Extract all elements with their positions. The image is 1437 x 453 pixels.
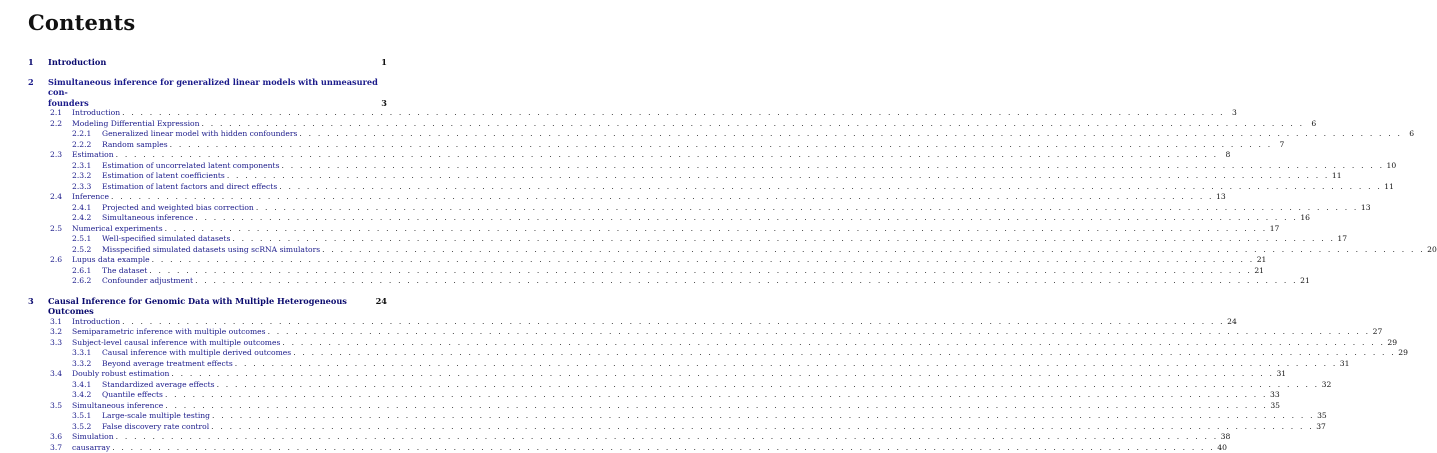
toc-subsection-entry[interactable] <box>28 245 387 256</box>
toc-entry-page: 32 <box>1321 380 1331 391</box>
toc-entry-number: 2.3.3 <box>72 182 102 193</box>
toc-subsection-entry[interactable] <box>28 276 387 287</box>
toc-subsection-entry[interactable] <box>28 161 387 172</box>
toc-chapter-entry[interactable] <box>28 296 387 317</box>
toc-leader-dots: . . . . . . . . . . . . . . . . . . . . . . . . . . . . . . . . . . . . . . . . . . . . . . . . . . . . . . . . . . . . . . . . . . . . . . . . . . . . . . . . . . . . . . . . . . . . . . . . . . . . . . . . . . . . . . . . . . . . . . . . <box>122 108 1225 119</box>
toc-entry-title[interactable]: causarray <box>72 443 110 453</box>
toc-entry-title[interactable]: Introduction <box>72 108 120 119</box>
toc-entry-number: 3.2 <box>50 327 72 338</box>
toc-entry-page: 3 <box>377 98 387 109</box>
toc-chapter-entry[interactable] <box>28 57 387 68</box>
toc-section-entry[interactable] <box>28 338 387 349</box>
toc-section-entry[interactable] <box>28 150 387 161</box>
toc-leader-dots: . . . . . . . . . . . . . . . . . . . . . . . . . . . . . . . . . . . . . . . . . . . . . . . . . . . . . . . . . . . . . . . . . . . . . . . . . . . . . . . . . . . . . . . . . . . . . . . . . . . . . . . . . . . . . . . . . . . . . . . . <box>122 317 1225 328</box>
toc-entry-page: 8 <box>1220 150 1230 161</box>
toc-entry-title[interactable] <box>48 77 387 109</box>
toc-leader-dots: . . . . . . . . . . . . . . . . . . . . . . . . . . . . . . . . . . . . . . . . . . . . . . . . . . . . . . . . . . . . . . . . . . . . . . . . . . . . . . . . . . . . . . . . . . . . . . . . . . . . . . . . . . . . . . . . . . . . . . . . <box>212 411 1315 422</box>
toc-entry-number: 2.5.2 <box>72 245 102 256</box>
toc-subsection-entry[interactable] <box>28 182 387 193</box>
toc-subsection-entry[interactable] <box>28 171 387 182</box>
toc-entry-page: 11 <box>1384 182 1394 193</box>
toc-entry-number: 2.5 <box>50 224 72 235</box>
toc-entry-number: 2.2 <box>50 119 72 130</box>
toc-entry-title-line1: Simultaneous inference for generalized linear models with unmeasured con- <box>48 77 387 98</box>
toc-entry-title[interactable]: Lupus data example <box>72 255 150 266</box>
toc-chapter-entry[interactable] <box>28 77 387 109</box>
toc-entry-title[interactable]: Numerical experiments <box>72 224 163 235</box>
toc-section-entry[interactable] <box>28 443 387 453</box>
toc-entry-number: 2.6.2 <box>72 276 102 287</box>
toc-leader-dots: . . . . . . . . . . . . . . . . . . . . . . . . . . . . . . . . . . . . . . . . . . . . . . . . . . . . . . . . . . . . . . . . . . . . . . . . . . . . . . . . . . . . . . . . . . . . . . . . . . . . . . . . . . . . . . . . . . . . . . . . <box>217 380 1320 391</box>
toc-entry-number: 3.5.1 <box>72 411 102 422</box>
toc-page <box>0 0 417 423</box>
toc-entry-page: 13 <box>1361 203 1371 214</box>
toc-entry-title[interactable]: Large-scale multiple testing <box>102 411 210 422</box>
toc-entry-title[interactable]: Simultaneous inference <box>102 213 193 224</box>
toc-leader-dots: . . . . . . . . . . . . . . . . . . . . . . . . . . . . . . . . . . . . . . . . . . . . . . . . . . . . . . . . . . . . . . . . . . . . . . . . . . . . . . . . . . . . . . . . . . . . . . . . . . . . . . . . . . . . . . . . . . . . . . . . <box>281 161 1384 172</box>
toc-entry-title[interactable]: Simulation <box>72 432 114 443</box>
toc-entry-title[interactable]: Beyond average treatment effects <box>102 359 233 370</box>
toc-leader-dots: . . . . . . . . . . . . . . . . . . . . . . . . . . . . . . . . . . . . . . . . . . . . . . . . . . . . . . . . . . . . . . . . . . . . . . . . . . . . . . . . . . . . . . . . . . . . . . . . . . . . . . . . . . . . . . . . . . . . . . . . <box>195 213 1298 224</box>
toc-entry-number: 2.2.2 <box>72 140 102 151</box>
toc-leader-dots: . . . . . . . . . . . . . . . . . . . . . . . . . . . . . . . . . . . . . . . . . . . . . . . . . . . . . . . . . . . . . . . . . . . . . . . . . . . . . . . . . . . . . . . . . . . . . . . . . . . . . . . . . . . . . . . . . . . . . . . . <box>165 401 1268 412</box>
toc-subsection-entry[interactable] <box>28 422 387 433</box>
toc-entry-page: 3 <box>1227 108 1237 119</box>
toc-entry-number: 3.1 <box>50 317 72 328</box>
toc-leader-dots: . . . . . . . . . . . . . . . . . . . . . . . . . . . . . . . . . . . . . . . . . . . . . . . . . . . . . . . . . . . . . . . . . . . . . . . . . . . . . . . . . . . . . . . . . . . . . . . . . . . . . . . . . . . . . . . . . . . . . . . . <box>112 443 1215 453</box>
toc-entry-title[interactable]: Projected and weighted bias correction <box>102 203 254 214</box>
toc-entry-page: 31 <box>1339 359 1349 370</box>
toc-entry-number: 2.3.2 <box>72 171 102 182</box>
toc-entry-page: 17 <box>1269 224 1279 235</box>
toc-leader-dots: . . . . . . . . . . . . . . . . . . . . . . . . . . . . . . . . . . . . . . . . . . . . . . . . . . . . . . . . . . . . . . . . . . . . . . . . . . . . . . . . . . . . . . . . . . . . . . . . . . . . . . . . . . . . . . . . . . . . . . . . <box>170 140 1273 151</box>
toc-entry-page: 11 <box>1332 171 1342 182</box>
toc-leader-dots: . . . . . . . . . . . . . . . . . . . . . . . . . . . . . . . . . . . . . . . . . . . . . . . . . . . . . . . . . . . . . . . . . . . . . . . . . . . . . . . . . . . . . . . . . . . . . . . . . . . . . . . . . . . . . . . . . . . . . . . . <box>299 129 1402 140</box>
toc-entry-number: 3 <box>28 296 48 307</box>
toc-entry-page: 40 <box>1217 443 1227 453</box>
toc-subsection-entry[interactable] <box>28 411 387 422</box>
toc-entry-page: 27 <box>1372 327 1382 338</box>
toc-entry-page: 7 <box>1274 140 1284 151</box>
toc-entry-title[interactable]: Random samples <box>102 140 168 151</box>
toc-entry-number: 2.4.1 <box>72 203 102 214</box>
toc-entry-title[interactable]: Estimation <box>72 150 114 161</box>
toc-entry-title[interactable]: Well-specified simulated datasets <box>102 234 230 245</box>
toc-entry-number: 2.4.2 <box>72 213 102 224</box>
toc-entry-page: 24 <box>1227 317 1237 328</box>
toc-entry-page: 6 <box>1404 129 1414 140</box>
toc-leader-dots: . . . . . . . . . . . . . . . . . . . . . . . . . . . . . . . . . . . . . . . . . . . . . . . . . . . . . . . . . . . . . . . . . . . . . . . . . . . . . . . . . . . . . . . . . . . . . . . . . . . . . . . . . . . . . . . . . . . . . . . . <box>268 327 1371 338</box>
toc-entry-title[interactable]: Quantile effects <box>102 390 163 401</box>
toc-subsection-entry[interactable] <box>28 359 387 370</box>
toc-entry-number: 3.5.2 <box>72 422 102 433</box>
toc-entry-title[interactable]: Subject-level causal inference with multiple outcomes <box>72 338 280 349</box>
toc-entry-number: 2.5.1 <box>72 234 102 245</box>
toc-entry-page: 35 <box>1317 411 1327 422</box>
toc-leader-dots: . . . . . . . . . . . . . . . . . . . . . . . . . . . . . . . . . . . . . . . . . . . . . . . . . . . . . . . . . . . . . . . . . . . . . . . . . . . . . . . . . . . . . . . . . . . . . . . . . . . . . . . . . . . . . . . . . . . . . . . . <box>322 245 1425 256</box>
toc-entry-title[interactable]: Semiparametric inference with multiple outcomes <box>72 327 266 338</box>
toc-leader-dots: . . . . . . . . . . . . . . . . . . . . . . . . . . . . . . . . . . . . . . . . . . . . . . . . . . . . . . . . . . . . . . . . . . . . . . . . . . . . . . . . . . . . . . . . . . . . . . . . . . . . . . . . . . . . . . . . . . . . . . . . <box>293 348 1396 359</box>
toc-entry-title[interactable]: Generalized linear model with hidden confounders <box>102 129 297 140</box>
toc-entry-page: 10 <box>1386 161 1396 172</box>
toc-section-entry[interactable] <box>28 108 387 119</box>
toc-leader-dots: . . . . . . . . . . . . . . . . . . . . . . . . . . . . . . . . . . . . . . . . . . . . . . . . . . . . . . . . . . . . . . . . . . . . . . . . . . . . . . . . . . . . . . . . . . . . . . . . . . . . . . . . . . . . . . . . . . . . . . . . <box>195 276 1298 287</box>
toc-entry-title[interactable]: Simultaneous inference <box>72 401 163 412</box>
toc-entry-page: 29 <box>1387 338 1397 349</box>
toc-entry-title[interactable]: Estimation of latent coefficients <box>102 171 225 182</box>
toc-section-entry[interactable] <box>28 317 387 328</box>
toc-entry-title[interactable]: Confounder adjustment <box>102 276 193 287</box>
toc-entry-number: 2.1 <box>50 108 72 119</box>
toc-list <box>28 57 387 453</box>
toc-entry-title[interactable]: Causal inference with multiple derived outcomes <box>102 348 291 359</box>
toc-leader-dots: . . . . . . . . . . . . . . . . . . . . . . . . . . . . . . . . . . . . . . . . . . . . . . . . . . . . . . . . . . . . . . . . . . . . . . . . . . . . . . . . . . . . . . . . . . . . . . . . . . . . . . . . . . . . . . . . . . . . . . . . <box>227 171 1330 182</box>
toc-entry-number: 3.3 <box>50 338 72 349</box>
toc-entry-page: 21 <box>1254 266 1264 277</box>
toc-entry-number: 3.6 <box>50 432 72 443</box>
toc-section-entry[interactable] <box>28 224 387 235</box>
toc-leader-dots: . . . . . . . . . . . . . . . . . . . . . . . . . . . . . . . . . . . . . . . . . . . . . . . . . . . . . . . . . . . . . . . . . . . . . . . . . . . . . . . . . . . . . . . . . . . . . . . . . . . . . . . . . . . . . . . . . . . . . . . . <box>152 255 1255 266</box>
toc-section-entry[interactable] <box>28 255 387 266</box>
toc-leader-dots: . . . . . . . . . . . . . . . . . . . . . . . . . . . . . . . . . . . . . . . . . . . . . . . . . . . . . . . . . . . . . . . . . . . . . . . . . . . . . . . . . . . . . . . . . . . . . . . . . . . . . . . . . . . . . . . . . . . . . . . . <box>165 390 1268 401</box>
toc-entry-number: 3.7 <box>50 443 72 453</box>
toc-entry-number: 3.3.1 <box>72 348 102 359</box>
toc-entry-number: 1 <box>28 57 48 68</box>
toc-entry-title[interactable]: Estimation of latent factors and direct effects <box>102 182 277 193</box>
toc-entry-title-line2: founders <box>48 98 89 109</box>
toc-leader-dots: . . . . . . . . . . . . . . . . . . . . . . . . . . . . . . . . . . . . . . . . . . . . . . . . . . . . . . . . . . . . . . . . . . . . . . . . . . . . . . . . . . . . . . . . . . . . . . . . . . . . . . . . . . . . . . . . . . . . . . . . <box>282 338 1385 349</box>
toc-entry-number: 2.6.1 <box>72 266 102 277</box>
toc-leader-dots: . . . . . . . . . . . . . . . . . . . . . . . . . . . . . . . . . . . . . . . . . . . . . . . . . . . . . . . . . . . . . . . . . . . . . . . . . . . . . . . . . . . . . . . . . . . . . . . . . . . . . . . . . . . . . . . . . . . . . . . . <box>279 182 1382 193</box>
toc-leader-dots: . . . . . . . . . . . . . . . . . . . . . . . . . . . . . . . . . . . . . . . . . . . . . . . . . . . . . . . . . . . . . . . . . . . . . . . . . . . . . . . . . . . . . . . . . . . . . . . . . . . . . . . . . . . . . . . . . . . . . . . . <box>235 359 1338 370</box>
toc-entry-title[interactable]: The dataset <box>102 266 147 277</box>
toc-entry-title[interactable]: Estimation of uncorrelated latent components <box>102 161 279 172</box>
toc-section-entry[interactable] <box>28 369 387 380</box>
toc-subsection-entry[interactable] <box>28 140 387 151</box>
toc-entry-page: 1 <box>377 57 387 68</box>
toc-entry-page: 38 <box>1220 432 1230 443</box>
toc-entry-page: 21 <box>1256 255 1266 266</box>
toc-entry-page: 21 <box>1300 276 1310 287</box>
toc-entry-page: 31 <box>1276 369 1286 380</box>
toc-section-entry[interactable] <box>28 327 387 338</box>
toc-subsection-entry[interactable] <box>28 129 387 140</box>
toc-leader-dots: . . . . . . . . . . . . . . . . . . . . . . . . . . . . . . . . . . . . . . . . . . . . . . . . . . . . . . . . . . . . . . . . . . . . . . . . . . . . . . . . . . . . . . . . . . . . . . . . . . . . . . . . . . . . . . . . . . . . . . . . <box>116 150 1219 161</box>
toc-entry-title-line2-row <box>48 98 387 109</box>
toc-entry-number: 2.3 <box>50 150 72 161</box>
toc-entry-number: 3.4.2 <box>72 390 102 401</box>
toc-entry-title[interactable]: Modeling Differential Expression <box>72 119 200 130</box>
toc-entry-page: 35 <box>1270 401 1280 412</box>
toc-entry-page: 13 <box>1216 192 1226 203</box>
toc-leader-dots: . . . . . . . . . . . . . . . . . . . . . . . . . . . . . . . . . . . . . . . . . . . . . . . . . . . . . . . . . . . . . . . . . . . . . . . . . . . . . . . . . . . . . . . . . . . . . . . . . . . . . . . . . . . . . . . . . . . . . . . . <box>232 234 1335 245</box>
toc-entry-title[interactable]: Introduction <box>72 317 120 328</box>
page-title: Contents <box>28 10 387 35</box>
toc-entry-number: 2.3.1 <box>72 161 102 172</box>
toc-entry-page: 33 <box>1270 390 1280 401</box>
toc-leader-dots: . . . . . . . . . . . . . . . . . . . . . . . . . . . . . . . . . . . . . . . . . . . . . . . . . . . . . . . . . . . . . . . . . . . . . . . . . . . . . . . . . . . . . . . . . . . . . . . . . . . . . . . . . . . . . . . . . . . . . . . . <box>171 369 1274 380</box>
toc-entry-number: 2.4 <box>50 192 72 203</box>
toc-entry-page: 16 <box>1300 213 1310 224</box>
toc-entry-page: 6 <box>1306 119 1316 130</box>
toc-entry-title[interactable]: Standardized average effects <box>102 380 215 391</box>
toc-subsection-entry[interactable] <box>28 234 387 245</box>
toc-subsection-entry[interactable] <box>28 348 387 359</box>
toc-entry-title[interactable]: Inference <box>72 192 109 203</box>
toc-entry-title[interactable]: Causal Inference for Genomic Data with Multiple Heterogeneous Outcomes <box>48 296 372 317</box>
toc-entry-number: 3.4.1 <box>72 380 102 391</box>
toc-entry-title[interactable]: Introduction <box>48 57 106 68</box>
toc-leader-dots: . . . . . . . . . . . . . . . . . . . . . . . . . . . . . . . . . . . . . . . . . . . . . . . . . . . . . . . . . . . . . . . . . . . . . . . . . . . . . . . . . . . . . . . . . . . . . . . . . . . . . . . . . . . . . . . . . . . . . . . . <box>111 192 1214 203</box>
toc-leader-dots: . . . . . . . . . . . . . . . . . . . . . . . . . . . . . . . . . . . . . . . . . . . . . . . . . . . . . . . . . . . . . . . . . . . . . . . . . . . . . . . . . . . . . . . . . . . . . . . . . . . . . . . . . . . . . . . . . . . . . . . . <box>149 266 1252 277</box>
toc-section-entry[interactable] <box>28 401 387 412</box>
toc-subsection-entry[interactable] <box>28 390 387 401</box>
toc-entry-title[interactable]: Misspecified simulated datasets using scRNA simulators <box>102 245 320 256</box>
toc-leader-dots: . . . . . . . . . . . . . . . . . . . . . . . . . . . . . . . . . . . . . . . . . . . . . . . . . . . . . . . . . . . . . . . . . . . . . . . . . . . . . . . . . . . . . . . . . . . . . . . . . . . . . . . . . . . . . . . . . . . . . . . . <box>202 119 1305 130</box>
toc-entry-number: 3.5 <box>50 401 72 412</box>
toc-entry-number: 3.3.2 <box>72 359 102 370</box>
toc-section-entry[interactable] <box>28 432 387 443</box>
toc-entry-page: 29 <box>1398 348 1408 359</box>
toc-subsection-entry[interactable] <box>28 380 387 391</box>
toc-entry-number: 2.6 <box>50 255 72 266</box>
toc-subsection-entry[interactable] <box>28 213 387 224</box>
toc-leader-dots: . . . . . . . . . . . . . . . . . . . . . . . . . . . . . . . . . . . . . . . . . . . . . . . . . . . . . . . . . . . . . . . . . . . . . . . . . . . . . . . . . . . . . . . . . . . . . . . . . . . . . . . . . . . . . . . . . . . . . . . . <box>211 422 1314 433</box>
toc-entry-number: 2 <box>28 77 48 88</box>
toc-entry-title[interactable]: False discovery rate control <box>102 422 209 433</box>
toc-subsection-entry[interactable] <box>28 266 387 277</box>
toc-entry-number: 2.2.1 <box>72 129 102 140</box>
toc-entry-page: 37 <box>1316 422 1326 433</box>
toc-entry-number: 3.4 <box>50 369 72 380</box>
toc-section-entry[interactable] <box>28 192 387 203</box>
toc-entry-title[interactable]: Doubly robust estimation <box>72 369 169 380</box>
toc-leader-dots: . . . . . . . . . . . . . . . . . . . . . . . . . . . . . . . . . . . . . . . . . . . . . . . . . . . . . . . . . . . . . . . . . . . . . . . . . . . . . . . . . . . . . . . . . . . . . . . . . . . . . . . . . . . . . . . . . . . . . . . . <box>116 432 1219 443</box>
toc-leader-dots: . . . . . . . . . . . . . . . . . . . . . . . . . . . . . . . . . . . . . . . . . . . . . . . . . . . . . . . . . . . . . . . . . . . . . . . . . . . . . . . . . . . . . . . . . . . . . . . . . . . . . . . . . . . . . . . . . . . . . . . . <box>256 203 1359 214</box>
toc-subsection-entry[interactable] <box>28 203 387 214</box>
toc-section-entry[interactable] <box>28 119 387 130</box>
toc-entry-page: 17 <box>1337 234 1347 245</box>
toc-entry-page: 20 <box>1427 245 1437 256</box>
toc-leader-dots: . . . . . . . . . . . . . . . . . . . . . . . . . . . . . . . . . . . . . . . . . . . . . . . . . . . . . . . . . . . . . . . . . . . . . . . . . . . . . . . . . . . . . . . . . . . . . . . . . . . . . . . . . . . . . . . . . . . . . . . . <box>165 224 1268 235</box>
toc-entry-page: 24 <box>376 296 387 307</box>
